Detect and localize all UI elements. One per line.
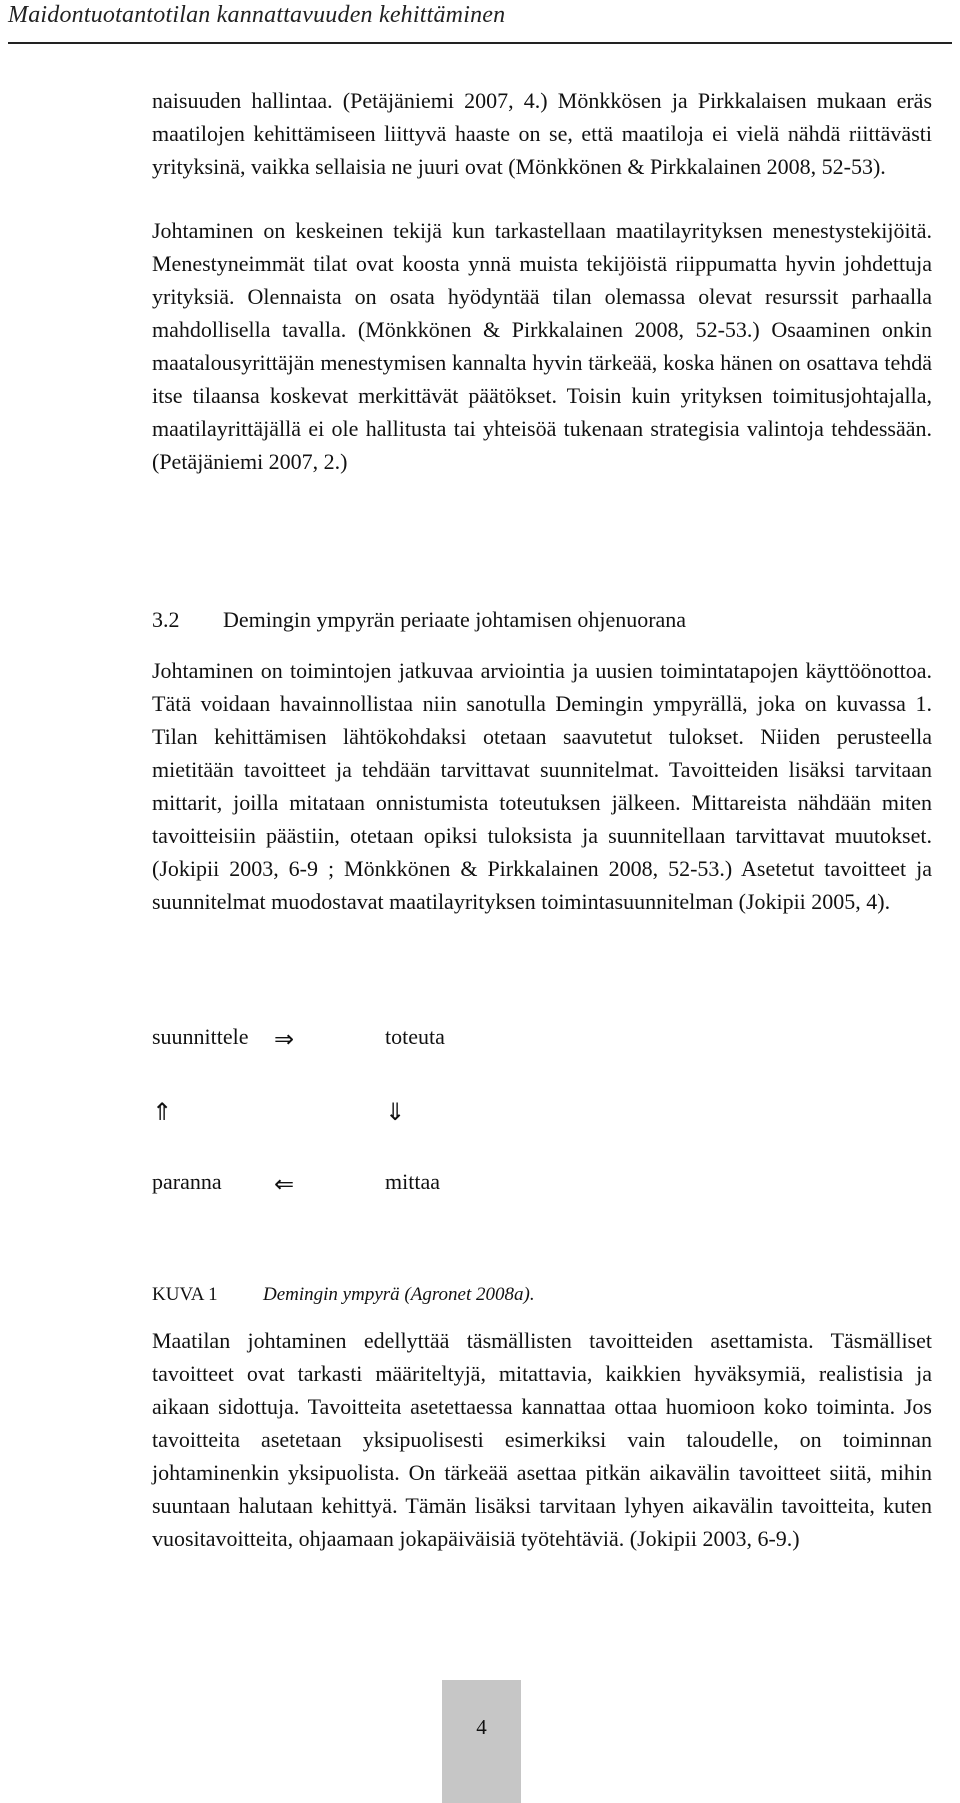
closing-text <box>152 1324 932 1555</box>
up-double-arrow-icon: ⇑ <box>152 1098 173 1126</box>
section-body <box>152 654 932 918</box>
document-title: Maidontuotantotilan kannattavuuden kehittäminen <box>8 2 506 28</box>
paragraph-1: naisuuden hallintaa. (Petäjäniemi 2007, 4.) Mönkkösen ja Pirkkalaisen mukaan eräs maatilojen kehittämiseen liittyvä haaste on se, että maatiloja ei vielä nähdä riittävästi yrityksinä, vaikka sellaisia ne juuri ovat (Mönkkönen & Pirkkalainen 2008, 52-53). <box>152 88 932 179</box>
act-label: paranna <box>152 1169 222 1194</box>
check-label: mittaa <box>385 1169 440 1194</box>
page-number-box <box>442 1680 521 1803</box>
page-number: 4 <box>476 1715 487 1739</box>
plan-label: suunnittele <box>152 1024 249 1049</box>
do-label: toteuta <box>385 1024 445 1049</box>
running-header <box>8 2 952 44</box>
section-number: 3.2 <box>152 607 180 632</box>
section-paragraph: Johtaminen on toimintojen jatkuvaa arviointia ja uusien toimintatapojen käyttöönottoa. Tätä voidaan havainnollistaa niin sanotulla Demingin ympyrällä, joka on kuvassa 1. Tilan kehittämisen lähtökohdaksi otetaan saavutetut tulokset. Niiden perusteella mietitään tavoitteet ja tehdään tarvittavat suunnitelmat. Tavoitteiden lisäksi tarvitaan mittarit, joilla mitataan onnistumista toteutuksen jälkeen. Mittareista nähdään miten tavoitteisiin päästiin, otetaan opiksi tuloksista ja suunnitellaan tarvittavat muutokset. (Jokipii 2003, 6-9 ; Mönkkönen & Pirkkalainen 2008, 52-53.) Asetetut tavoitteet ja suunnitelmat muodostavat maatilayrityksen toimintasuunnitelman (Jokipii 2005, 4). <box>152 658 932 914</box>
final-paragraph: Maatilan johtaminen edellyttää täsmällisten tavoitteiden asettamista. Täsmälliset tavoitteet ovat tarkasti määriteltyjä, mitattavia, kaikkien hyväksymiä, realistisia ja aikaan sidottuja. Tavoitteita asetettaessa kannattaa ottaa huomioon koko toiminta. Jos tavoitteita asetetaan yksipuolisesti esimerkiksi vain taloudelle, on toiminnan johtaminenkin yksipuolista. On tärkeää asettaa pitkän aikavälin tavoitteet siitä, mihin suuntaan halutaan kehittyä. Tämän lisäksi tarvitaan lyhyen aikavälin tavoitteita, kuten vuositavoitteita, ohjaamaan jokapäiväisiä työtehtäviä. (Jokipii 2003, 6-9.) <box>152 1328 932 1551</box>
intro-text <box>152 84 932 478</box>
paragraph-2: Johtaminen on keskeinen tekijä kun tarkastellaan maatilayrityksen menestystekijöitä. Menestyneimmät tilat ovat koosta ynnä muista tekijöistä riippumatta hyvin johdettuja yrityksiä. Olennaista on osata hyödyntää tilan olemassa olevat resurssit parhaalla mahdollisella tavalla. (Mönkkönen & Pirkkalainen 2008, 52-53.) Osaaminen onkin maatalousyrittäjän menestymisen kannalta hyvin tärkeää, koska hänen on osattava tehdä itse tilaansa koskevat merkittävät päätökset. Toisin kuin yrityksen toimitusjohtajalla, maatilayrittäjällä ei ole hallitusta tai yhteisöä tukenaan strategisia valintoja tehdessään. (Petäjäniemi 2007, 2.) <box>152 218 932 474</box>
caption-text: Demingin ympyrä (Agronet 2008a). <box>263 1284 535 1305</box>
deming-cycle-diagram <box>152 1024 652 1209</box>
caption-label: KUVA 1 <box>152 1284 218 1305</box>
down-double-arrow-icon: ⇓ <box>385 1098 406 1126</box>
figure-caption <box>152 1284 535 1306</box>
section-title: Demingin ympyrän periaate johtamisen ohjenuorana <box>223 607 687 632</box>
left-double-arrow-icon: ⇐ <box>274 1170 295 1198</box>
right-double-arrow-icon: ⇒ <box>274 1025 295 1053</box>
